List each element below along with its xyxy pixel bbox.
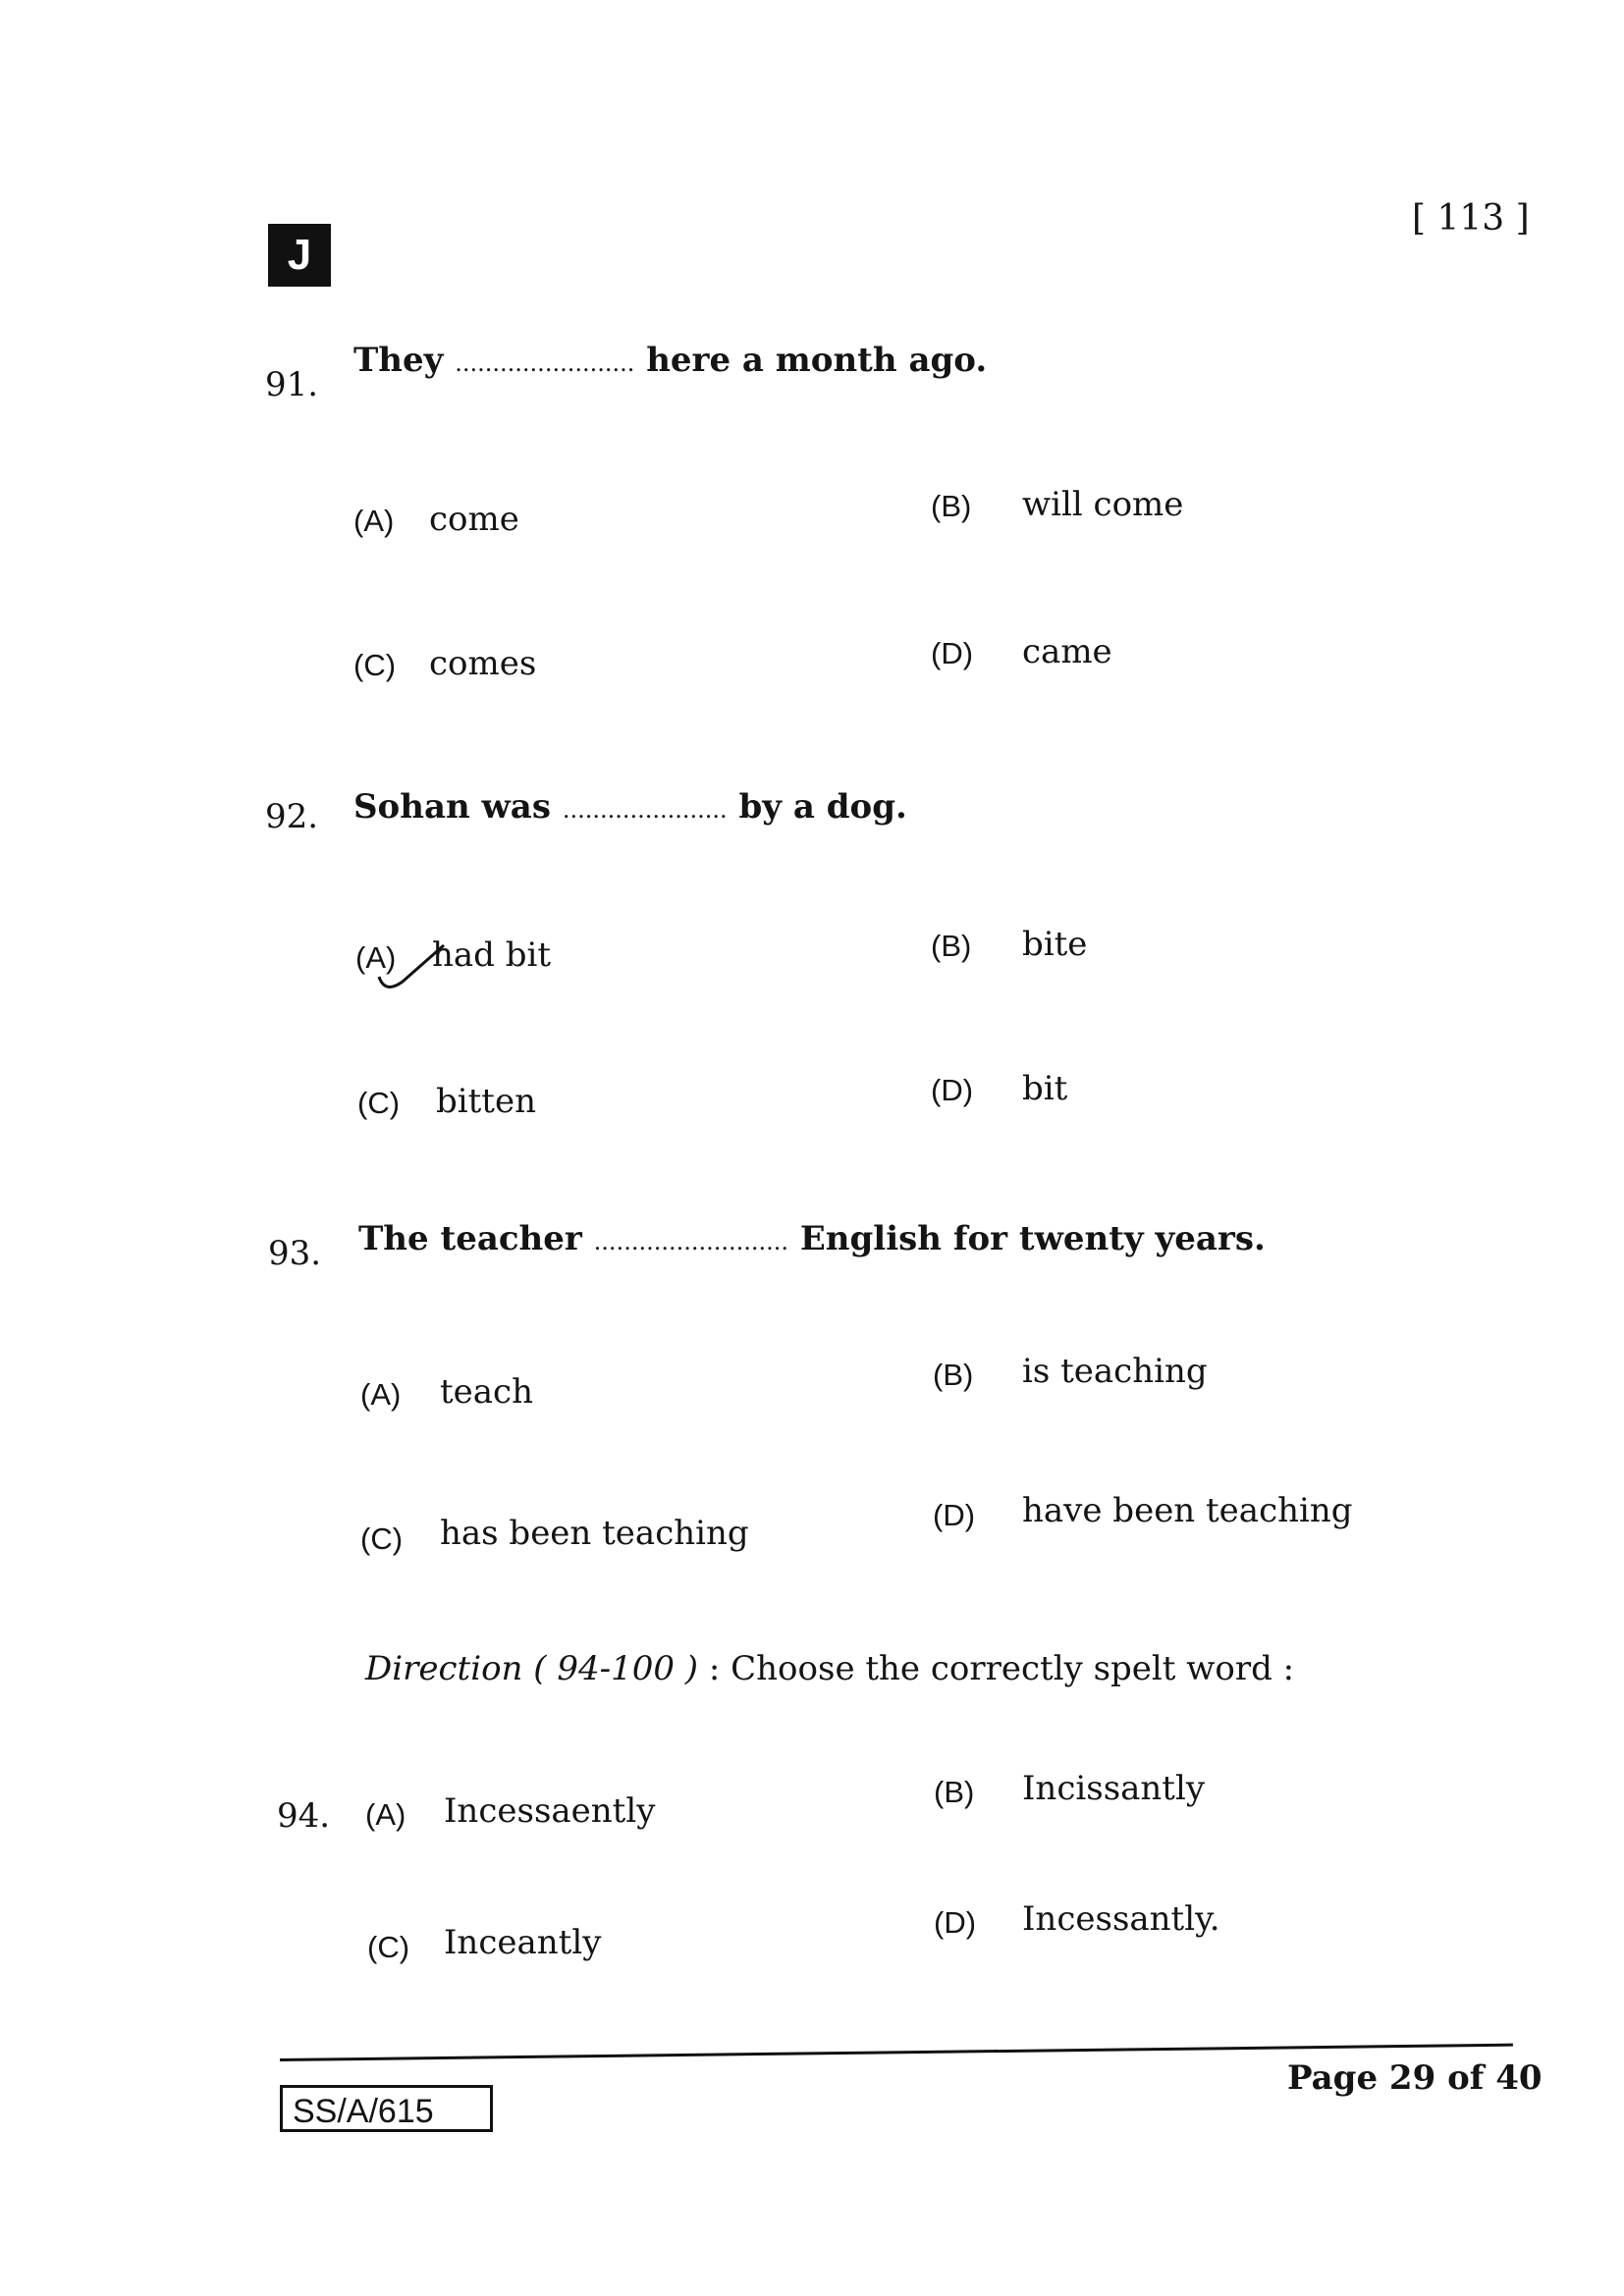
option-label: (C) — [353, 648, 397, 682]
stem-before: Sohan was — [353, 787, 551, 827]
question-stem — [358, 1219, 1266, 1258]
option-text: Incessaently — [444, 1791, 656, 1831]
option-text: Incessantly. — [1022, 1899, 1220, 1939]
blank: ........................ — [455, 349, 635, 377]
direction-instruction: : Choose the correctly spelt word : — [708, 1649, 1295, 1688]
option-text: came — [1022, 632, 1112, 671]
question-number: 93. — [268, 1234, 322, 1273]
direction-text — [365, 1649, 1295, 1688]
set-code-badge: J — [268, 224, 331, 287]
question-stem — [353, 341, 988, 380]
option-text: have been teaching — [1022, 1491, 1353, 1530]
direction-label: Direction ( 94-100 ) — [365, 1649, 699, 1688]
handwritten-tick-mark — [373, 937, 452, 996]
option-label: (A) — [355, 940, 397, 975]
stem-before: They — [353, 341, 444, 380]
option-label: (D) — [931, 636, 974, 670]
page-number: Page 29 of 40 — [1287, 2058, 1543, 2098]
option-text: is teaching — [1022, 1352, 1208, 1391]
option-label: (C) — [360, 1522, 404, 1556]
paper-code-box: SS/A/615 — [280, 2085, 493, 2132]
option-text: will come — [1022, 485, 1184, 524]
question-number: 92. — [265, 797, 319, 836]
option-label: (A) — [365, 1797, 406, 1832]
option-label: (B) — [934, 1775, 975, 1809]
option-text: Incissantly — [1022, 1769, 1206, 1808]
option-label: (D) — [931, 1073, 974, 1107]
option-text: bitten — [436, 1082, 536, 1121]
option-label: (D) — [934, 1905, 977, 1940]
question-stem — [353, 787, 907, 827]
stem-before: The teacher — [358, 1219, 582, 1258]
question-number: 91. — [265, 365, 319, 404]
option-label: (A) — [353, 504, 395, 538]
option-text: has been teaching — [440, 1514, 749, 1553]
option-text: bite — [1022, 925, 1088, 964]
option-text: come — [429, 500, 519, 539]
blank: .......................... — [593, 1228, 789, 1255]
option-text: bit — [1022, 1069, 1068, 1108]
stem-after: here a month ago. — [646, 341, 988, 380]
option-label: (C) — [357, 1086, 401, 1120]
option-label: (B) — [933, 1358, 974, 1392]
blank: ...................... — [562, 796, 728, 824]
stem-after: by a dog. — [738, 787, 907, 827]
option-text: had bit — [432, 935, 552, 975]
option-text: Inceantly — [444, 1923, 602, 1962]
question-number: 94. — [277, 1796, 331, 1836]
option-label: (D) — [933, 1498, 976, 1532]
page-bracket-number: [ 113 ] — [1412, 198, 1530, 239]
option-text: comes — [429, 644, 537, 683]
option-text: teach — [440, 1372, 533, 1412]
option-label: (C) — [367, 1930, 410, 1964]
option-label: (B) — [931, 929, 972, 963]
option-label: (A) — [360, 1377, 402, 1412]
stem-after: English for twenty years. — [799, 1219, 1266, 1258]
option-label: (B) — [931, 489, 972, 523]
